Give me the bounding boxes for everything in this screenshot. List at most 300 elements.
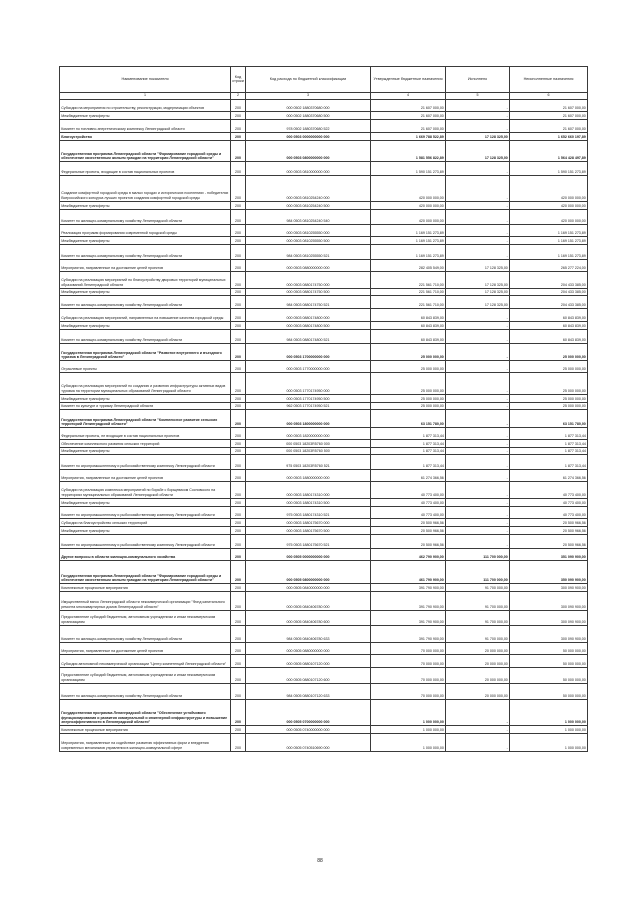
row-line-code: 200 <box>231 643 246 655</box>
row-executed: 111 700 000,00 <box>446 561 510 584</box>
row-executed: - <box>446 224 510 237</box>
row-line-code: 200 <box>231 734 246 752</box>
table-header-row <box>60 67 588 93</box>
row-budget-code: 984 0505 0880107120 633 <box>246 683 371 699</box>
row-line-code: 200 <box>231 527 246 535</box>
row-approved: 1 169 151 273,89 <box>371 237 446 245</box>
row-approved: 420 000 000,00 <box>371 176 446 202</box>
row-line-code: 200 <box>231 202 246 210</box>
row-remaining: 20 500 966,56 <box>510 534 588 548</box>
table-row <box>60 584 588 592</box>
column-number: 4 <box>371 92 446 99</box>
table-row <box>60 699 588 726</box>
row-approved: 1 000 000,00 <box>371 734 446 752</box>
table-row <box>60 726 588 734</box>
row-approved: 420 000 000,00 <box>371 209 446 224</box>
row-budget-code: 000 0505 0840406780 000 <box>246 592 371 611</box>
row-approved: 221 561 710,00 <box>371 271 446 288</box>
row-line-code: 200 <box>231 140 246 162</box>
row-remaining: 351 090 900,00 <box>510 548 588 561</box>
row-remaining: 25 000 000,00 <box>510 402 588 410</box>
table-row <box>60 296 588 309</box>
row-line-code: 200 <box>231 439 246 447</box>
row-name: Комитет по жилищно-коммунальному хозяйству Ленинградской области <box>60 245 231 260</box>
row-approved: 221 561 710,00 <box>371 288 446 296</box>
row-approved: 70 000 000,00 <box>371 667 446 683</box>
row-name: Субсидии на реализацию комплекса мероприятий по борьбе с борщевиком Сосновского на территориях муниципальных образований Ленинградской области <box>60 482 231 499</box>
row-line-code: 200 <box>231 99 246 112</box>
row-budget-code: 975 0503 1880175670 521 <box>246 534 371 548</box>
row-budget-code: 975 0503 1880174310 521 <box>246 506 371 519</box>
row-remaining: 20 500 966,56 <box>510 519 588 527</box>
column-number: 6 <box>510 92 588 99</box>
table-row <box>60 534 588 548</box>
table-row <box>60 176 588 202</box>
row-line-code: 200 <box>231 237 246 245</box>
row-approved: 20 500 966,56 <box>371 534 446 548</box>
column-number: 2 <box>231 92 246 99</box>
row-approved: 40 773 400,00 <box>371 498 446 506</box>
row-remaining: 1 877 313,44 <box>510 455 588 470</box>
row-remaining: 20 500 966,56 <box>510 527 588 535</box>
row-approved: 1 877 313,44 <box>371 455 446 470</box>
table-row <box>60 643 588 655</box>
row-remaining: 420 000 000,00 <box>510 202 588 210</box>
row-remaining: 25 000 000,00 <box>510 344 588 361</box>
table-row <box>60 140 588 162</box>
row-approved: 61 274 366,56 <box>371 470 446 482</box>
row-executed: - <box>446 439 510 447</box>
column-number: 1 <box>60 92 231 99</box>
row-name: Субсидии на благоустройство сельских территорий <box>60 519 231 527</box>
row-name: Комитет по культуре и туризму Ленинградской области <box>60 402 231 410</box>
row-approved: 60 843 839,00 <box>371 321 446 329</box>
row-budget-code: 000 0503 0800000000 000 <box>246 140 371 162</box>
row-executed: 17 128 325,00 <box>446 132 510 140</box>
row-executed: 91 700 000,00 <box>446 610 510 625</box>
table-row <box>60 447 588 455</box>
row-remaining: 204 433 385,00 <box>510 296 588 309</box>
row-approved: 25 000 000,00 <box>371 394 446 402</box>
row-name: Обеспечение комплексного развития сельских территорий <box>60 439 231 447</box>
row-name: Реализация программ формирования современной городской среды <box>60 224 231 237</box>
table-row <box>60 683 588 699</box>
row-line-code: 200 <box>231 447 246 455</box>
row-approved: 391 790 900,00 <box>371 584 446 592</box>
row-remaining: 50 000 000,00 <box>510 683 588 699</box>
row-budget-code: 000 0503 0000000000 000 <box>246 132 371 140</box>
row-remaining: 300 090 900,00 <box>510 592 588 611</box>
row-name: Комитет по топливно-энергетическому комплексу Ленинградской области <box>60 120 231 133</box>
row-executed: - <box>446 734 510 752</box>
table-row <box>60 271 588 288</box>
row-name: Субсидии на мероприятия по строительству, реконструкции, модернизации объектов <box>60 99 231 112</box>
row-budget-code: 000 0503 0810255550 000 <box>246 224 371 237</box>
row-executed: - <box>446 309 510 322</box>
row-executed: - <box>446 506 510 519</box>
row-budget-code: 000 0505 0880107120 000 <box>246 655 371 668</box>
row-budget-code: 000 0505 0840406780 600 <box>246 610 371 625</box>
row-line-code: 200 <box>231 610 246 625</box>
row-name: Субсидии на реализацию мероприятий, направленных на повышение качества городской среды <box>60 309 231 322</box>
row-approved: 20 500 966,56 <box>371 527 446 535</box>
row-approved: 1 590 151 273,89 <box>371 162 446 176</box>
table-row <box>60 592 588 611</box>
row-approved: 21 607 000,00 <box>371 120 446 133</box>
row-executed: - <box>446 428 510 440</box>
row-name: Межбюджетные трансферты <box>60 394 231 402</box>
row-budget-code: 000 0503 1880174310 500 <box>246 498 371 506</box>
row-budget-code: 984 0505 0840406780 633 <box>246 625 371 643</box>
row-remaining: 60 843 839,00 <box>510 309 588 322</box>
header-line-code: Код строки <box>231 67 246 93</box>
row-executed: 20 000 000,00 <box>446 655 510 668</box>
row-line-code: 200 <box>231 519 246 527</box>
row-remaining: 1 169 151 273,89 <box>510 237 588 245</box>
row-approved: 1 877 313,44 <box>371 447 446 455</box>
row-approved: 391 790 900,00 <box>371 625 446 643</box>
row-approved: 282 405 549,00 <box>371 259 446 271</box>
row-executed: - <box>446 394 510 402</box>
row-budget-code: 000 0503 18203R5760 500 <box>246 447 371 455</box>
row-executed: 17 128 325,00 <box>446 259 510 271</box>
row-executed: - <box>446 519 510 527</box>
row-executed: 17 128 325,00 <box>446 288 510 296</box>
row-executed: - <box>446 120 510 133</box>
row-approved: 25 000 000,00 <box>371 372 446 394</box>
row-executed: - <box>446 372 510 394</box>
row-remaining: 1 590 151 273,89 <box>510 162 588 176</box>
row-line-code: 200 <box>231 259 246 271</box>
row-line-code: 200 <box>231 224 246 237</box>
row-remaining: 1 000 000,00 <box>510 726 588 734</box>
row-approved: 20 500 966,56 <box>371 519 446 527</box>
row-remaining: 204 433 385,00 <box>510 288 588 296</box>
row-approved: 420 000 000,00 <box>371 202 446 210</box>
row-executed: 17 128 325,00 <box>446 140 510 162</box>
row-executed: 91 700 000,00 <box>446 625 510 643</box>
table-row <box>60 99 588 112</box>
row-line-code: 200 <box>231 584 246 592</box>
row-executed: - <box>446 447 510 455</box>
row-remaining: 25 000 000,00 <box>510 372 588 394</box>
row-name: Предоставление субсидий бюджетным, автономным учреждениям и иным некоммерческим организациям <box>60 610 231 625</box>
row-name: Межбюджетные трансферты <box>60 202 231 210</box>
row-name: Отраслевые проекты <box>60 361 231 373</box>
row-line-code: 200 <box>231 402 246 410</box>
row-approved: 40 773 400,00 <box>371 506 446 519</box>
row-line-code: 200 <box>231 209 246 224</box>
row-approved: 40 773 400,00 <box>371 482 446 499</box>
header-executed: Исполнено <box>446 67 510 93</box>
row-budget-code: 000 0503 0810255550 500 <box>246 237 371 245</box>
row-name: Мероприятия, направленные на содействие развитию эффективных форм и внедрения современных механизмов управления в жилищно-коммунальной сфере <box>60 734 231 752</box>
row-remaining: 40 773 400,00 <box>510 506 588 519</box>
row-executed: 91 700 000,00 <box>446 592 510 611</box>
table-row <box>60 506 588 519</box>
row-executed: - <box>446 361 510 373</box>
row-remaining: 63 151 780,00 <box>510 410 588 428</box>
row-approved: 25 000 000,00 <box>371 402 446 410</box>
row-executed: - <box>446 527 510 535</box>
row-name: Субсидии на реализацию мероприятий по благоустройству дворовых территорий муниципальных образований Ленинградской области <box>60 271 231 288</box>
row-budget-code: 000 0505 0840000000 000 <box>246 584 371 592</box>
row-budget-code: 000 0505 0000000000 000 <box>246 548 371 561</box>
row-line-code: 200 <box>231 245 246 260</box>
row-name: Межбюджетные трансферты <box>60 321 231 329</box>
row-name: Межбюджетные трансферты <box>60 447 231 455</box>
row-name: Межбюджетные трансферты <box>60 527 231 535</box>
row-executed: - <box>446 470 510 482</box>
row-line-code: 200 <box>231 132 246 140</box>
row-name: Комитет по жилищно-коммунальному хозяйству Ленинградской области <box>60 296 231 309</box>
row-line-code: 200 <box>231 655 246 668</box>
row-budget-code: 000 0503 1820000000 000 <box>246 428 371 440</box>
row-executed: - <box>446 321 510 329</box>
row-budget-code: 000 0503 18203R5760 000 <box>246 439 371 447</box>
row-name: Государственная программа Ленинградской области "Формирование городской среды и обеспечение качественным жильем граждан на территории Ленинградской области" <box>60 561 231 584</box>
row-remaining: 350 090 900,00 <box>510 561 588 584</box>
budget-execution-table <box>59 66 588 752</box>
row-approved: 60 843 839,00 <box>371 329 446 344</box>
row-executed: 111 700 000,00 <box>446 548 510 561</box>
table-row <box>60 361 588 373</box>
row-approved: 221 561 710,00 <box>371 296 446 309</box>
row-name: Государственная программа Ленинградской области "Обеспечение устойчивого функционирования и развития коммунальной и инженерной инфраструктуры и повышение энергоэффективности в Ленинградской области" <box>60 699 231 726</box>
row-line-code: 200 <box>231 592 246 611</box>
row-line-code: 200 <box>231 455 246 470</box>
table-row <box>60 224 588 237</box>
row-budget-code: 000 0505 0800000000 000 <box>246 561 371 584</box>
table-row <box>60 527 588 535</box>
row-budget-code: 000 0503 0810254240 500 <box>246 202 371 210</box>
column-number: 3 <box>246 92 371 99</box>
row-budget-code: 000 0503 1700000000 000 <box>246 344 371 361</box>
header-name: Наименование показателя <box>60 67 231 93</box>
row-budget-code: 000 0505 0740000000 000 <box>246 726 371 734</box>
table-row <box>60 470 588 482</box>
table-row <box>60 394 588 402</box>
row-approved: 25 000 000,00 <box>371 344 446 361</box>
row-budget-code: 000 0502 1880370680 000 <box>246 99 371 112</box>
table-row <box>60 455 588 470</box>
row-remaining: 1 877 313,44 <box>510 439 588 447</box>
row-approved: 25 000 000,00 <box>371 361 446 373</box>
row-remaining: 1 877 313,44 <box>510 447 588 455</box>
row-line-code: 200 <box>231 548 246 561</box>
row-budget-code: 000 0503 1770000000 000 <box>246 361 371 373</box>
row-name: Федеральные проекты, входящие в состав национальных проектов <box>60 162 231 176</box>
row-line-code: 200 <box>231 470 246 482</box>
row-name: Благоустройство <box>60 132 231 140</box>
table-row <box>60 372 588 394</box>
row-name: Мероприятия, направленные на достижение целей проектов <box>60 259 231 271</box>
row-name: Субсидии на реализацию мероприятий по созданию и развитию инфраструктуры активных видов туризма на территории муниципальных образований Ленинградской области <box>60 372 231 394</box>
row-line-code: 200 <box>231 699 246 726</box>
row-name: Мероприятия, направленные на достижение целей проектов <box>60 470 231 482</box>
row-budget-code: 000 0503 1770174950 500 <box>246 394 371 402</box>
row-line-code: 200 <box>231 344 246 361</box>
row-executed: 20 000 000,00 <box>446 667 510 683</box>
row-approved: 60 843 839,00 <box>371 309 446 322</box>
row-name: Комитет по агропромышленному и рыбохозяйственному комплексу Ленинградской области <box>60 506 231 519</box>
row-executed: - <box>446 112 510 120</box>
row-budget-code: 000 0503 0880174750 000 <box>246 271 371 288</box>
table-row <box>60 309 588 322</box>
row-executed: 17 128 325,00 <box>446 296 510 309</box>
row-budget-code: 000 0505 0880000000 000 <box>246 643 371 655</box>
row-budget-code: 000 0505 0740510690 000 <box>246 734 371 752</box>
header-remaining: Неисполненные назначения <box>510 67 588 93</box>
row-line-code: 200 <box>231 561 246 584</box>
column-number-row <box>60 92 588 99</box>
row-executed: - <box>446 237 510 245</box>
row-approved: 21 607 000,00 <box>371 99 446 112</box>
row-name: Имущественный взнос Ленинградской области некоммерческой организации "Фонд капитального ремонта многоквартирных домов Ленинградской области" <box>60 592 231 611</box>
row-executed: - <box>446 344 510 361</box>
row-budget-code: 000 0503 1880175670 500 <box>246 527 371 535</box>
table-row <box>60 344 588 361</box>
row-executed: - <box>446 410 510 428</box>
row-approved: 70 000 000,00 <box>371 643 446 655</box>
row-executed: - <box>446 534 510 548</box>
table-row <box>60 259 588 271</box>
row-executed: - <box>446 202 510 210</box>
row-approved: 70 000 000,00 <box>371 655 446 668</box>
row-budget-code: 975 0503 18203R5760 521 <box>246 455 371 470</box>
table-row <box>60 610 588 625</box>
table-row <box>60 439 588 447</box>
row-name: Комитет по агропромышленному и рыбохозяйственному комплексу Ленинградской области <box>60 455 231 470</box>
row-line-code: 200 <box>231 321 246 329</box>
row-remaining: 40 773 400,00 <box>510 482 588 499</box>
row-name: Межбюджетные трансферты <box>60 288 231 296</box>
row-line-code: 200 <box>231 394 246 402</box>
row-remaining: 420 000 000,00 <box>510 209 588 224</box>
table-row <box>60 112 588 120</box>
row-line-code: 200 <box>231 410 246 428</box>
row-line-code: 200 <box>231 625 246 643</box>
table-row <box>60 498 588 506</box>
row-executed: - <box>446 455 510 470</box>
row-name: Предоставление субсидий бюджетным, автономным учреждениям и иным некоммерческим организациям <box>60 667 231 683</box>
row-name: Мероприятия, направленные на достижение целей проектов <box>60 643 231 655</box>
row-executed: - <box>446 726 510 734</box>
row-budget-code: 000 0503 0880174800 000 <box>246 309 371 322</box>
row-executed: - <box>446 498 510 506</box>
row-approved: 1 669 788 522,89 <box>371 132 446 140</box>
row-remaining: 60 843 839,00 <box>510 321 588 329</box>
row-remaining: 300 090 900,00 <box>510 610 588 625</box>
row-remaining: 50 000 000,00 <box>510 667 588 683</box>
row-remaining: 1 000 000,00 <box>510 699 588 726</box>
table-row <box>60 625 588 643</box>
row-remaining: 1 652 660 197,89 <box>510 132 588 140</box>
column-number: 5 <box>446 92 510 99</box>
row-line-code: 200 <box>231 667 246 683</box>
table-row <box>60 132 588 140</box>
row-executed: - <box>446 99 510 112</box>
row-executed: 17 128 325,00 <box>446 271 510 288</box>
row-approved: 1 000 000,00 <box>371 699 446 726</box>
row-approved: 1 877 313,44 <box>371 428 446 440</box>
row-remaining: 420 000 000,00 <box>510 176 588 202</box>
row-budget-code: 000 0503 0810254240 000 <box>246 176 371 202</box>
page-number: 88 <box>317 858 323 864</box>
row-budget-code: 000 0503 1880174310 000 <box>246 482 371 499</box>
row-line-code: 200 <box>231 271 246 288</box>
row-remaining: 21 607 000,00 <box>510 99 588 112</box>
row-executed: 20 000 000,00 <box>446 683 510 699</box>
table-row <box>60 410 588 428</box>
row-executed: - <box>446 176 510 202</box>
row-name: Комитет по жилищно-коммунальному хозяйству Ленинградской области <box>60 329 231 344</box>
row-budget-code: 000 0503 1880175670 000 <box>246 519 371 527</box>
row-line-code: 200 <box>231 329 246 344</box>
row-remaining: 25 000 000,00 <box>510 394 588 402</box>
row-remaining: 25 000 000,00 <box>510 361 588 373</box>
row-approved: 1 581 556 822,89 <box>371 140 446 162</box>
table-row <box>60 561 588 584</box>
row-line-code: 200 <box>231 288 246 296</box>
row-line-code: 200 <box>231 534 246 548</box>
table-row <box>60 329 588 344</box>
row-remaining: 50 000 000,00 <box>510 655 588 668</box>
table-row <box>60 162 588 176</box>
row-remaining: 21 607 000,00 <box>510 120 588 133</box>
row-approved: 1 169 151 273,89 <box>371 224 446 237</box>
table-row <box>60 237 588 245</box>
row-executed: - <box>446 162 510 176</box>
row-budget-code: 000 0503 1880000000 000 <box>246 470 371 482</box>
row-budget-code: 984 0503 0810254240 540 <box>246 209 371 224</box>
row-name: Другие вопросы в области жилищно-коммунального хозяйства <box>60 548 231 561</box>
row-line-code: 200 <box>231 296 246 309</box>
row-budget-code: 978 0502 1880370680 522 <box>246 120 371 133</box>
row-remaining: 300 090 900,00 <box>510 625 588 643</box>
table-row <box>60 209 588 224</box>
row-executed: - <box>446 699 510 726</box>
table-row <box>60 655 588 668</box>
row-approved: 1 877 313,44 <box>371 439 446 447</box>
row-budget-code: 000 0503 1770174950 000 <box>246 372 371 394</box>
row-name: Комитет по жилищно-коммунальному хозяйству Ленинградской области <box>60 625 231 643</box>
table-row <box>60 667 588 683</box>
row-remaining: 1 877 313,44 <box>510 428 588 440</box>
row-approved: 70 000 000,00 <box>371 683 446 699</box>
row-remaining: 60 843 839,00 <box>510 329 588 344</box>
row-executed: - <box>446 482 510 499</box>
row-line-code: 200 <box>231 482 246 499</box>
header-budget-code: Код расхода по бюджетной классификации <box>246 67 371 93</box>
row-budget-code: 000 0502 1880370680 500 <box>246 112 371 120</box>
row-line-code: 200 <box>231 120 246 133</box>
row-remaining: 1 169 151 273,89 <box>510 224 588 237</box>
row-remaining: 265 277 224,00 <box>510 259 588 271</box>
row-name: Государственная программа Ленинградской области "Развитие внутреннего и въездного туризма в Ленинградской области" <box>60 344 231 361</box>
row-line-code: 200 <box>231 361 246 373</box>
row-budget-code: 000 0503 1800000000 000 <box>246 410 371 428</box>
row-line-code: 200 <box>231 428 246 440</box>
table-row <box>60 428 588 440</box>
row-line-code: 200 <box>231 498 246 506</box>
row-name: Государственная программа Ленинградской области "Комплексное развитие сельских территорий Ленинградской области" <box>60 410 231 428</box>
row-line-code: 200 <box>231 309 246 322</box>
row-budget-code: 962 0503 1770174950 521 <box>246 402 371 410</box>
row-name: Субсидия автономной некоммерческой организации "Центр компетенций Ленинградской области" <box>60 655 231 668</box>
row-budget-code: 000 0503 0880174800 500 <box>246 321 371 329</box>
row-remaining: 21 607 000,00 <box>510 112 588 120</box>
